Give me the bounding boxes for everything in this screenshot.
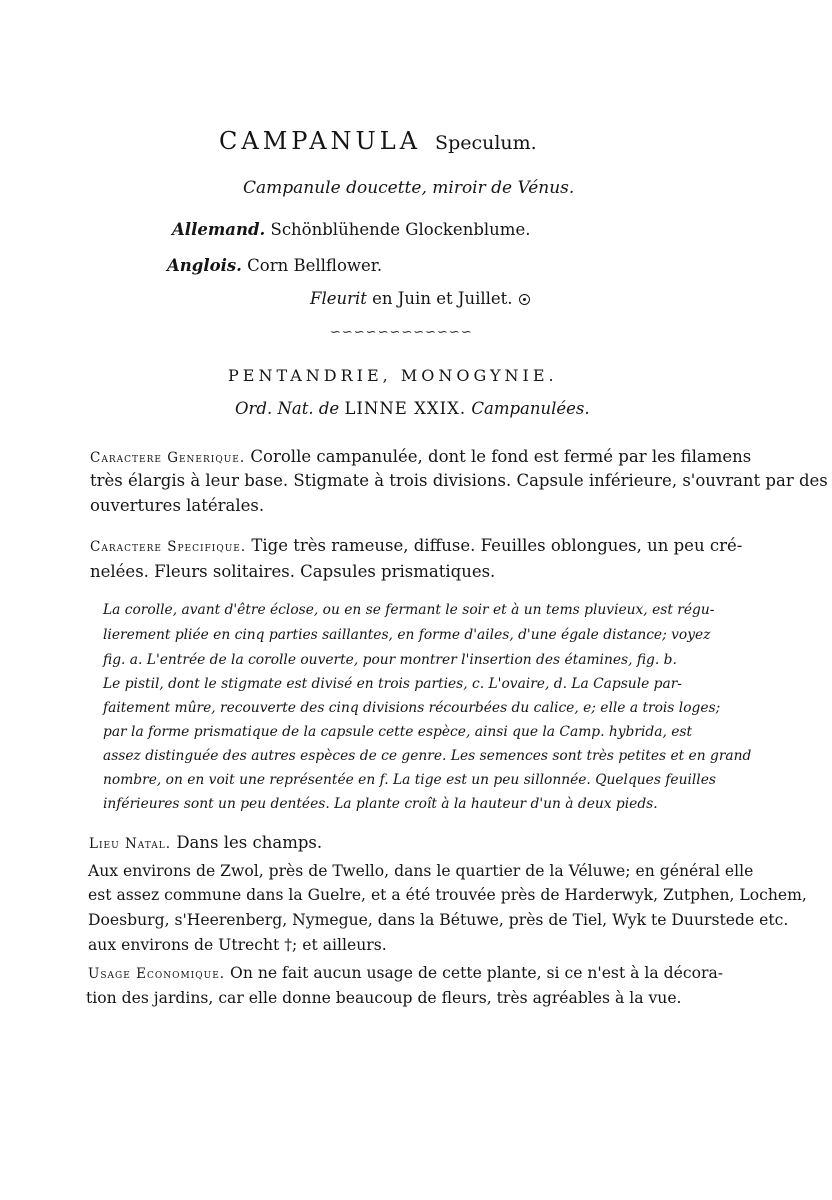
habitat-text: Dans les champs. (176, 833, 323, 852)
order-prefix: Ord. Nat. de (235, 399, 340, 418)
specific-label: Caractere Specifique. (90, 539, 247, 555)
usage-label: Usage Economique. (88, 966, 226, 982)
order-family: Campanulées. (471, 399, 590, 418)
generic-character-line: ouvertures latérales. (90, 496, 265, 515)
english-name: Corn Bellflower. (247, 256, 383, 275)
habitat-label: Lieu Natal. (89, 836, 172, 852)
generic-text: Corolle campanulée, dont le fond est fermé par les filamens (250, 447, 752, 466)
usage-row (88, 962, 723, 985)
specific-text: Tige très rameuse, diffuse. Feuilles oblongues, un peu cré- (251, 536, 743, 555)
description-line: nombre, on en voit une représentée en f. La tige est un peu sillonnée. Quelques feuilles (103, 772, 716, 788)
environs-line: aux environs de Utrecht †; et ailleurs. (88, 936, 387, 954)
flowering-row (310, 288, 530, 310)
usage-text: On ne fait aucun usage de cette plante, si ce n'est à la décora- (230, 964, 724, 982)
generic-label: Caractere Generique. (90, 450, 246, 466)
generic-character-line (90, 446, 751, 469)
natural-order-row (235, 398, 590, 420)
common-name: Campanule doucette, miroir de Vénus. (243, 178, 575, 198)
linnaean-classification: PENTANDRIE, MONOGYNIE. (228, 366, 558, 385)
description-line: par la forme prismatique de la capsule cette espèce, ainsi que la Camp. hybrida, est (103, 724, 693, 740)
usage-line: tion des jardins, car elle donne beaucoup de fleurs, très agréables à la vue. (86, 989, 682, 1007)
description-line: faitement mûre, recouverte des cinq divisions récourbées du calice, e; elle a trois loges; (103, 700, 721, 716)
species-name: Speculum. (435, 132, 537, 154)
description-line: assez distinguée des autres espèces de ce genre. Les semences sont très petites et en grand (103, 748, 752, 764)
german-label: Allemand. (172, 220, 266, 239)
perennial-symbol-icon (519, 294, 530, 305)
flowering-label: Fleurit (310, 289, 367, 308)
habitat-row (89, 832, 322, 855)
flowering-text: en Juin et Juillet. (372, 289, 513, 308)
generic-character-line: très élargis à leur base. Stigmate à trois divisions. Capsule inférieure, s'ouvrant par des (90, 471, 828, 490)
specific-character-line (90, 535, 742, 558)
description-line: lierement pliée en cinq parties saillantes, en forme d'ailes, d'une égale distance; voyez (103, 627, 711, 643)
german-name: Schönblühende Glockenblume. (270, 220, 531, 239)
specific-character-line: nelées. Fleurs solitaires. Capsules prismatiques. (90, 562, 496, 581)
order-linne: LINNE XXIX. (344, 399, 467, 418)
ornament-divider: ∽∽∽∽∽∽∽∽∽∽∽∽ (330, 325, 473, 340)
description-line: fig. a. L'entrée de la corolle ouverte, pour montrer l'insertion des étamines, fig. b. (103, 652, 677, 668)
description-line: Le pistil, dont le stigmate est divisé en trois parties, c. L'ovaire, d. La Capsule par- (103, 676, 682, 692)
environs-line: est assez commune dans la Guelre, et a été trouvée près de Harderwyk, Zutphen, Lochem, (88, 886, 807, 904)
genus-name: CAMPANULA (219, 127, 422, 155)
environs-line: Doesburg, s'Heerenberg, Nymegue, dans la Bétuwe, près de Tiel, Wyk te Duurstede etc. (88, 911, 789, 929)
description-line: La corolle, avant d'être éclose, ou en se fermant le soir et à un tems pluvieux, est régu- (103, 602, 715, 618)
environs-line: Aux environs de Zwol, près de Twello, dans le quartier de la Véluwe; en général elle (88, 862, 754, 880)
english-label: Anglois. (167, 256, 242, 275)
german-name-row (172, 219, 530, 241)
english-name-row (167, 255, 382, 277)
page-title (219, 127, 537, 155)
description-line: inférieures sont un peu dentées. La plante croît à la hauteur d'un à deux pieds. (103, 796, 658, 812)
